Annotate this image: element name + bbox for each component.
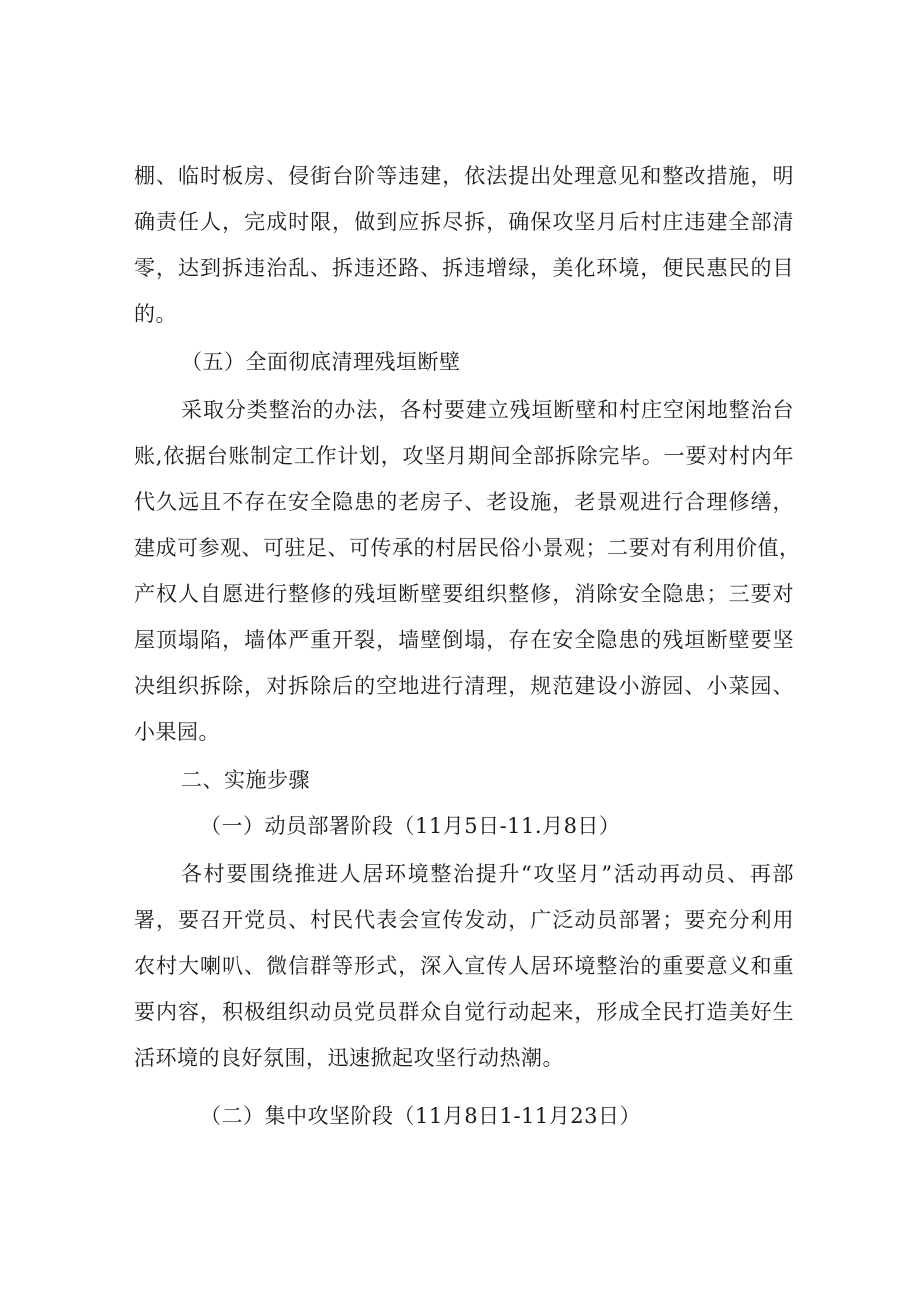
document-body <box>134 153 801 1139</box>
text-line: 活环境的良好氛围，迅速掀起攻坚行动热潮。 <box>134 1046 564 1070</box>
section-heading-5: （五）全面彻底清理残垣断壁 <box>181 350 461 374</box>
paragraph-illegal-construction <box>134 153 794 337</box>
text-line: 决组织拆除，对拆除后的空地进行清理，规范建设小游园、小菜园、 <box>134 674 794 698</box>
text-line: 署，要召开党员、村民代表会宣传发动，广泛动员部署；要充分利用 <box>134 908 794 932</box>
section-heading-implementation: 二、实施步骤 <box>181 768 310 792</box>
text-line: 零，达到拆违治乱、拆违还路、拆违增绿，美化环境，便民惠民的目 <box>134 256 794 280</box>
text-line: 采取分类整治的办法，各村要建立残垣断壁和村庄空闲地整治台 <box>181 398 794 422</box>
text-line: 农村大喇叭、微信群等形式，深入宣传人居环境整治的重要意义和重 <box>134 954 794 978</box>
subheading-mobilization: （一）动员部署阶段（11月5日-11.月8日） <box>200 814 621 838</box>
text-line: 棚、临时板房、侵街台阶等违建，依法提出处理意见和整改措施，明 <box>134 164 794 188</box>
paragraph-mobilization <box>134 851 794 1081</box>
paragraph-ruined-walls <box>134 387 801 755</box>
text-line: 确责任人，完成时限，做到应拆尽拆，确保攻坚月后村庄违建全部清 <box>134 210 794 234</box>
text-line: 建成可参观、可驻足、可传承的村居民俗小景观；二要对有利用价值， <box>134 536 801 560</box>
text-line: 代久远且不存在安全隐患的老房子、老设施，老景观进行合理修缮， <box>134 490 794 514</box>
text-line: 各村要围绕推进人居环境整治提升“攻坚月”活动再动员、再部 <box>181 862 794 886</box>
text-line: 的。 <box>134 302 177 326</box>
subheading-concentrated-push: （二）集中攻坚阶段（11月8日1-11月23日） <box>200 1104 641 1128</box>
text-line: 屋顶塌陷，墙体严重开裂，墙壁倒塌，存在安全隐患的残垣断壁要坚 <box>134 628 794 652</box>
text-line: 要内容，积极组织动员党员群众自觉行动起来，形成全民打造美好生 <box>134 1000 794 1024</box>
text-line: 小果园。 <box>134 720 220 744</box>
text-line: 产权人自愿进行整修的残垣断壁要组织整修，消除安全隐患；三要对 <box>134 582 794 606</box>
text-line: 账,依据台账制定工作计划，攻坚月期间全部拆除完毕。一要对村内年 <box>134 444 794 468</box>
